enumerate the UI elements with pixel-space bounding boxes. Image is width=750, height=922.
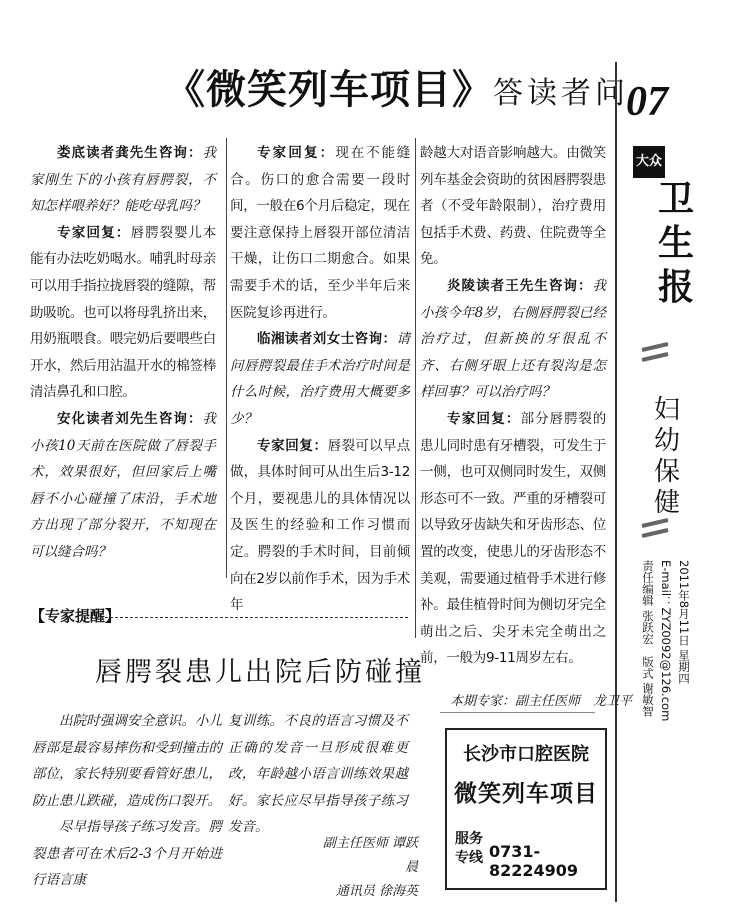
question-text: 我家刚生下的小孩有唇腭裂，不知怎样喂养好？能吃母乳吗？: [30, 145, 216, 215]
column-1: [30, 140, 216, 566]
tip-paragraph: 复训练。不良的语言习惯及不正确的发音一旦形成很难更改，年龄越小语言训练效果越好。家长应尽早指导孩子练习发音。: [228, 713, 408, 835]
ad-project-name: 微笑列车项目: [454, 781, 598, 807]
answer-label: 专家回复：: [257, 145, 336, 161]
section-title: 妇幼保健: [653, 395, 680, 518]
tip-author: 副主任医师 谭跃晨: [322, 836, 418, 875]
question-block: [230, 326, 410, 432]
answer-text: 现在不能缝合。伤口的愈合需要一段时间，一般在6个月后稳定，现在要注意保持上唇裂开部位清洁干燥，让伤口二期愈合。如果需要手术的话，至少半年后来医院复诊再进行。: [230, 145, 411, 321]
ad-hospital-name: 长沙市口腔医院: [463, 744, 589, 765]
tip-divider: [90, 617, 408, 618]
masthead-divider: [615, 62, 617, 902]
hospital-ad: [445, 728, 607, 890]
editors-credit: 责任编辑 张跃宏 版式 谢敏智: [641, 560, 655, 717]
ad-phone-number: 0731-82224909: [489, 842, 579, 880]
answer-text: 唇裂可以早点做，具体时间可从出生后3-12个月，要视患儿的具体情况以及医生的经验和工作习惯而定。腭裂的手术时间，目前倾向在2岁以前作手术，因为手术年: [230, 437, 411, 614]
answer-block: [230, 433, 410, 619]
double-slash-icon: [640, 518, 670, 540]
tip-paragraph: 出院时强调安全意识。小儿唇部是最容易摔伤和受到撞击的部位，家长特别要看管好患儿，防止患儿跌碰，造成伤口裂开。: [32, 713, 222, 809]
dateline: [628, 560, 706, 720]
paper-logo: 大众: [633, 146, 665, 178]
answer-text: 龄越大对语音影响越大。由微笑列车基金会资助的贫困唇腭裂患者（不受年龄限制），治疗费用包括手术费、药费、住院费等全免。: [420, 145, 606, 268]
answer-text: 唇腭裂婴儿本能有办法吃奶喝水。哺乳时母亲可以用手指拉拢唇裂的缝隙，帮助吸吮。也可以将母乳挤出来，用奶瓶喂食。喂完奶后要喂些白开水，然后用沾温开水的棉签棒清洁鼻孔和口腔。: [30, 224, 217, 401]
page-number: 07: [626, 79, 668, 125]
question-label: 娄底读者龚先生咨询：: [57, 145, 203, 161]
question-text: 我小孩今年8岁，右侧唇腭裂已经治疗过，但新换的牙很乱不齐、右侧牙眼上还有裂沟是怎样回事？可以治疗吗？: [420, 277, 606, 401]
question-label: 炎陵读者王先生咨询：: [447, 277, 593, 294]
tip-correspondent: 通讯员 徐海英: [335, 884, 418, 899]
question-block: [420, 273, 606, 406]
tip-label: 【专家提醒】: [30, 607, 121, 625]
column-2: [230, 140, 410, 619]
answer-block: [30, 220, 216, 406]
question-block: [30, 406, 216, 566]
headline: [165, 58, 629, 115]
question-label: 安化读者刘先生咨询：: [57, 410, 203, 427]
tip-column-1: [32, 708, 222, 894]
paper-name: 卫生报: [658, 179, 695, 308]
column-divider: [415, 138, 416, 638]
answer-label: 专家回复：: [447, 410, 521, 427]
byline: [318, 832, 418, 904]
answer-block: [420, 406, 606, 672]
double-slash-icon: [640, 342, 670, 364]
headline-sub: 答读者问: [493, 76, 629, 111]
tip-title: 唇腭裂患儿出院后防碰撞: [95, 657, 425, 688]
question-text: 我小孩10天前在医院做了唇裂手术，效果很好，但回家后上嘴唇不小心碰撞了床沿，手术地方出现了部分裂开，不知现在可以缝合吗？: [30, 410, 216, 560]
question-label: 临湘读者刘女士咨询：: [257, 331, 397, 348]
question-text: 请问唇腭裂最佳手术治疗时间是什么时候，治疗费用大概要多少？: [230, 331, 410, 427]
answer-label: 专家回复：: [257, 437, 328, 454]
tip-paragraph: 尽早指导孩子练习发音。腭裂患者可在术后2-3个月开始进行语言康: [32, 819, 222, 888]
headline-main: 《微笑列车项目》: [165, 66, 493, 113]
column-3: [420, 140, 606, 672]
email-address: E-mail：ZYZ0092@126.com: [659, 560, 673, 722]
answer-block: [230, 140, 410, 326]
tip-column-2: [228, 708, 408, 841]
issue-date: 2011年8月11日 星期四: [677, 560, 691, 684]
answer-label: 专家回复：: [57, 224, 131, 241]
expert-credit: 本期专家：副主任医师 龙卫平: [450, 694, 633, 709]
ad-service-label: 服务专线: [455, 831, 483, 866]
answer-continuation: [420, 140, 606, 273]
answer-text: 部分唇腭裂的患儿同时患有牙槽裂，可发生于一侧，也可双侧同时发生，双侧形态可不一致。严重的牙槽裂可以导致牙齿缺失和牙齿形态、位置的改变，使患儿的牙齿形态不美观，需要通过植骨手术进行修补。最佳植骨时间为侧切牙完全萌出之后、尖牙未完全萌出之前，一般为9-11周岁左右。: [420, 410, 607, 667]
column-divider: [226, 138, 227, 578]
question-block: [30, 140, 216, 220]
